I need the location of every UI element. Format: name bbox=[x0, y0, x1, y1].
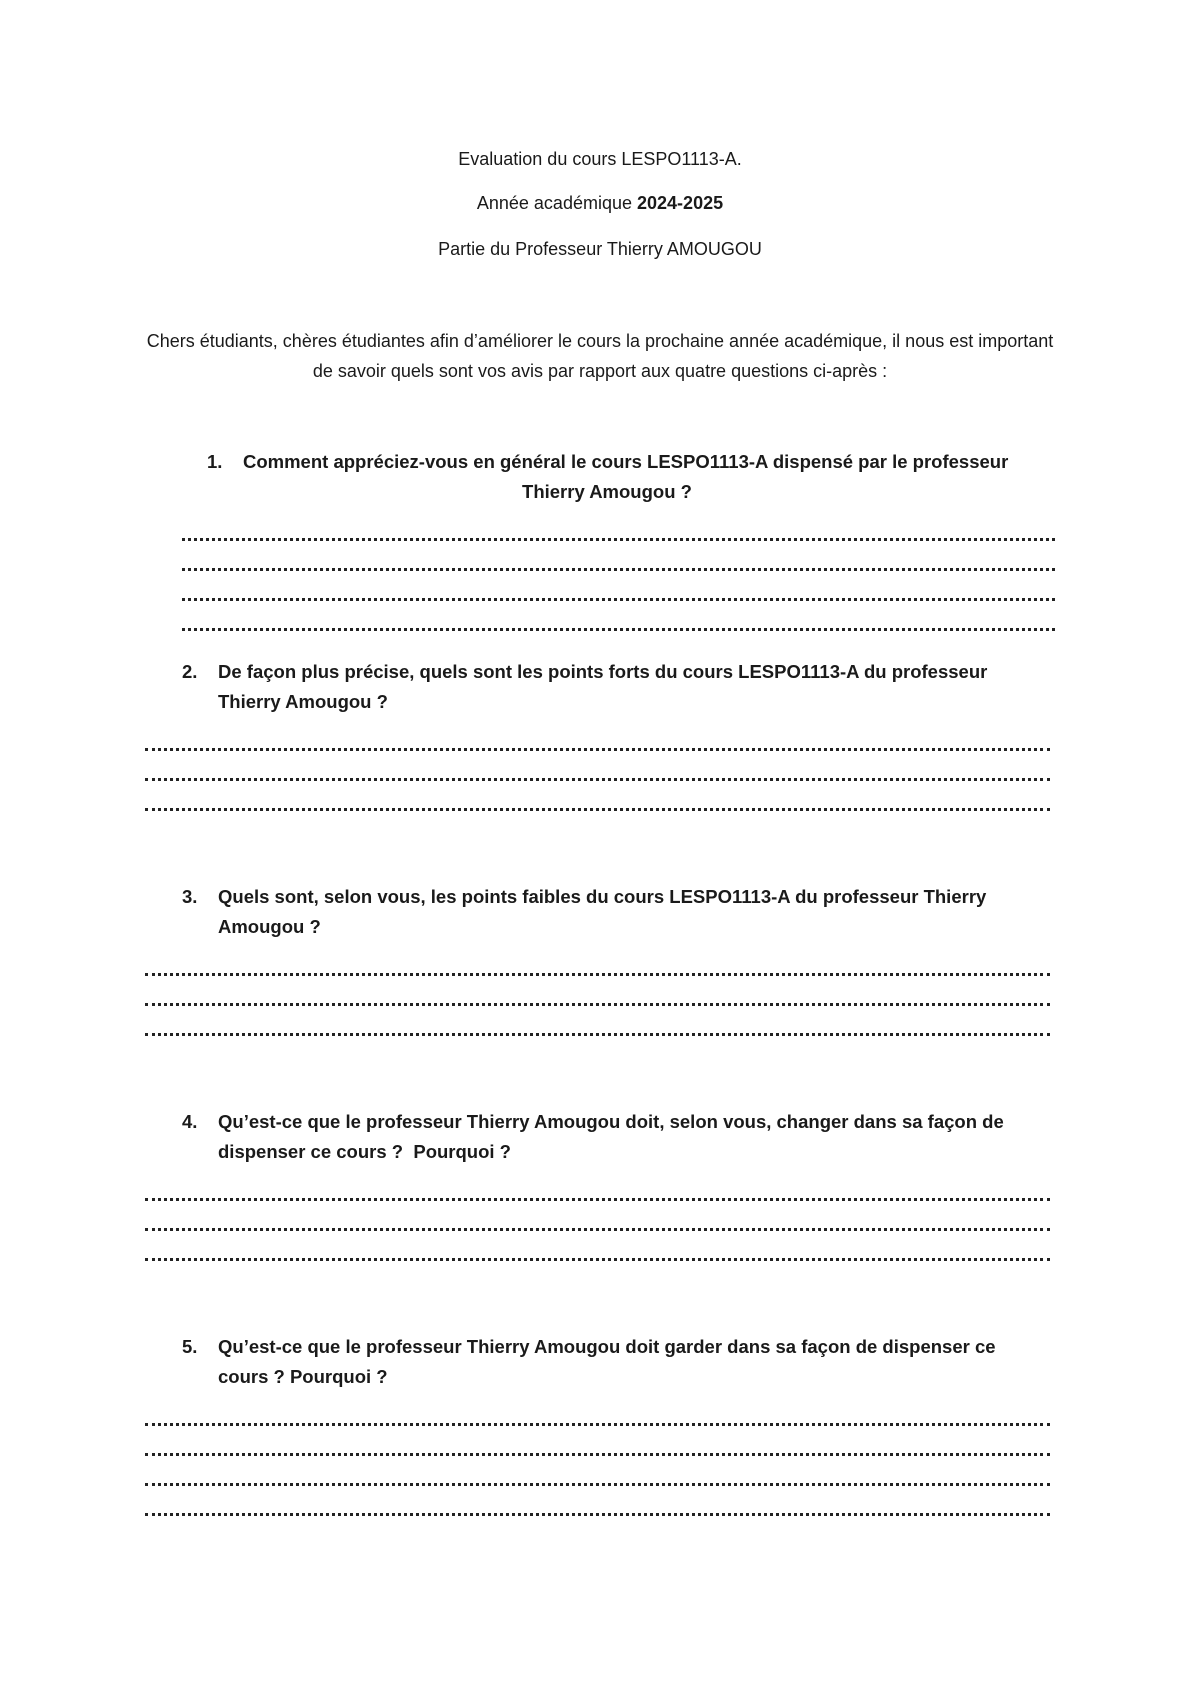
answer-line[interactable] bbox=[182, 562, 1055, 571]
question-number: 4. bbox=[182, 1111, 198, 1132]
answer-line[interactable] bbox=[145, 1477, 1050, 1486]
question-number: 3. bbox=[182, 886, 198, 907]
question-text-line2: Thierry Amougou ? bbox=[218, 691, 388, 712]
intro-paragraph: Chers étudiants, chères étudiantes afin d’améliorer le cours la prochaine année académique, il nous est important de savoir quels sont vos avis par rapport aux quatre questions ci-après : bbox=[146, 331, 1054, 381]
question-text-line2: Amougou ? bbox=[218, 916, 321, 937]
question-text-line2: cours ? Pourquoi ? bbox=[218, 1366, 388, 1387]
professor-line: Partie du Professeur Thierry AMOUGOU bbox=[438, 239, 762, 259]
answer-line[interactable] bbox=[182, 622, 1055, 631]
answer-line[interactable] bbox=[145, 1192, 1050, 1201]
question-text-line1: Qu’est-ce que le professeur Thierry Amougou doit garder dans sa façon de dispenser ce bbox=[218, 1336, 996, 1357]
answer-line[interactable] bbox=[145, 1027, 1050, 1036]
answer-line[interactable] bbox=[145, 1252, 1050, 1261]
question-text-line1: Comment appréciez-vous en général le cours LESPO1113-A dispensé par le professeur bbox=[243, 451, 1009, 472]
answer-line[interactable] bbox=[145, 1222, 1050, 1231]
academic-year bbox=[0, 191, 1200, 215]
answer-line[interactable] bbox=[145, 997, 1050, 1006]
question-text-line1: Qu’est-ce que le professeur Thierry Amougou doit, selon vous, changer dans sa façon de bbox=[218, 1111, 1004, 1132]
question-number: 2. bbox=[182, 661, 198, 682]
answer-line[interactable] bbox=[145, 967, 1050, 976]
question-number: 1. bbox=[207, 451, 223, 472]
question-text-line1: De façon plus précise, quels sont les points forts du cours LESPO1113-A du professeur bbox=[218, 661, 988, 682]
document-title: Evaluation du cours LESPO1113-A. bbox=[458, 149, 742, 169]
answer-line[interactable] bbox=[145, 1417, 1050, 1426]
answer-line[interactable] bbox=[145, 1447, 1050, 1456]
answer-line[interactable] bbox=[145, 772, 1050, 781]
answer-line[interactable] bbox=[145, 742, 1050, 751]
question-text-line2: Thierry Amougou ? bbox=[522, 481, 692, 502]
academic-year-value: 2024-2025 bbox=[637, 193, 724, 213]
academic-year-label: Année académique bbox=[476, 193, 632, 213]
answer-line[interactable] bbox=[182, 532, 1055, 541]
question-text-line2: dispenser ce cours ? Pourquoi ? bbox=[218, 1141, 511, 1162]
answer-line[interactable] bbox=[145, 1507, 1050, 1516]
question-number: 5. bbox=[182, 1336, 198, 1357]
answer-line[interactable] bbox=[145, 802, 1050, 811]
answer-line[interactable] bbox=[182, 592, 1055, 601]
question-text-line1: Quels sont, selon vous, les points faibles du cours LESPO1113-A du professeur Thierry bbox=[218, 886, 987, 907]
